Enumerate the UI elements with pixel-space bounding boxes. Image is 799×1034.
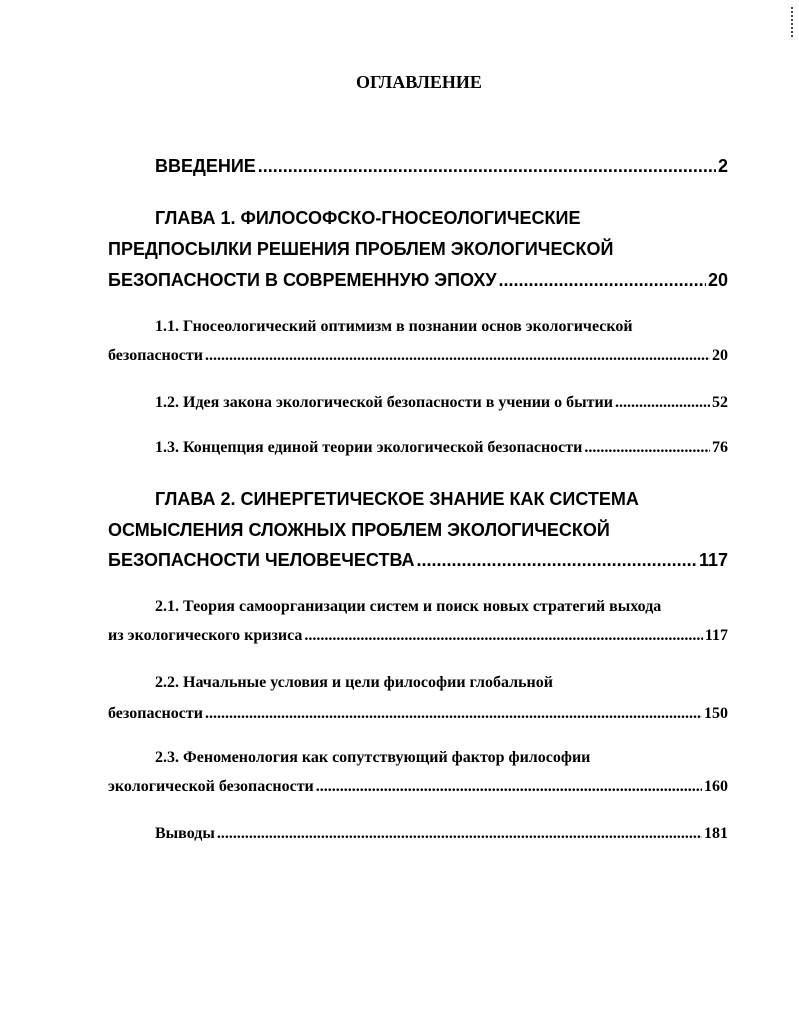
chapter-1-title-line-3: БЕЗОПАСНОСТИ В СОВРЕМЕННУЮ ЭПОХУ (108, 270, 497, 290)
section-title-line-1: 2.1. Теория самоорганизации систем и поиск новых стратегий выхода (155, 598, 662, 615)
leader-dots (499, 270, 706, 291)
entry-label: Выводы (155, 825, 215, 842)
section-title-line-2: экологической безопасности (108, 778, 314, 795)
leader-dots (615, 394, 710, 412)
toc-entry-intro[interactable] (155, 156, 728, 177)
toc-entry-section-2-1[interactable] (108, 598, 728, 648)
toc-entry-chapter-1[interactable] (108, 208, 728, 298)
leader-dots (205, 705, 702, 723)
chapter-2-title-line-1: ГЛАВА 2. СИНЕРГЕТИЧЕСКОЕ ЗНАНИЕ КАК СИСТЕМА (155, 489, 639, 509)
leader-dots (205, 347, 710, 365)
chapter-1-title-line-1: ГЛАВА 1. ФИЛОСОФСКО-ГНОСЕОЛОГИЧЕСКИЕ (155, 208, 581, 228)
entry-page-number: 181 (704, 825, 728, 842)
toc-entry-section-1-2[interactable] (155, 394, 728, 412)
chapter-2-title-line-2: ОСМЫСЛЕНИЯ СЛОЖНЫХ ПРОБЛЕМ ЭКОЛОГИЧЕСКОЙ (108, 520, 610, 540)
entry-page-number: 20 (707, 270, 728, 290)
entry-page-number: 117 (698, 550, 728, 570)
chapter-2-title-line-3: БЕЗОПАСНОСТИ ЧЕЛОВЕЧЕСТВА (108, 550, 415, 570)
section-title: 1.2. Идея закона экологической безопасности в учении о бытии (155, 394, 613, 411)
section-title-line-1: 1.1. Гносеологический оптимизм в познании основ экологической (155, 318, 633, 335)
entry-page-number: 20 (712, 347, 728, 364)
section-title: 1.3. Концепция единой теории экологической безопасности (155, 439, 583, 456)
leader-dots (217, 825, 702, 843)
leader-dots (417, 550, 697, 571)
entry-page-number: 2 (717, 156, 728, 176)
leader-dots (316, 778, 702, 796)
entry-page-number: 117 (704, 627, 728, 644)
section-title-line-1: 2.2. Начальные условия и цели философии глобальной (155, 674, 553, 691)
entry-page-number: 160 (704, 778, 728, 795)
section-title-line-2: из экологического кризиса (108, 627, 303, 644)
entry-page-number: 52 (712, 394, 728, 411)
section-title-line-1: 2.3. Феноменология как сопутствующий фактор философии (155, 749, 591, 766)
section-title-line-2: безопасности (108, 705, 203, 722)
section-title-line-2: безопасности (108, 347, 203, 364)
toc-title: ОГЛАВЛЕНИЕ (356, 72, 482, 92)
toc-entry-section-1-1[interactable] (108, 318, 728, 368)
entry-label: ВВЕДЕНИЕ (155, 156, 256, 176)
leader-dots (258, 156, 716, 177)
scan-edge-mark (791, 7, 796, 37)
leader-dots (584, 439, 710, 457)
toc-entry-chapter-2[interactable] (108, 489, 728, 579)
toc-entry-section-2-2[interactable] (108, 674, 728, 724)
toc-entry-section-2-3[interactable] (108, 749, 728, 799)
toc-entry-conclusions[interactable] (155, 825, 728, 843)
toc-entry-section-1-3[interactable] (155, 439, 728, 457)
entry-page-number: 76 (712, 439, 728, 456)
entry-page-number: 150 (704, 705, 728, 722)
leader-dots (304, 627, 702, 645)
chapter-1-title-line-2: ПРЕДПОСЫЛКИ РЕШЕНИЯ ПРОБЛЕМ ЭКОЛОГИЧЕСКОЙ (108, 239, 614, 259)
